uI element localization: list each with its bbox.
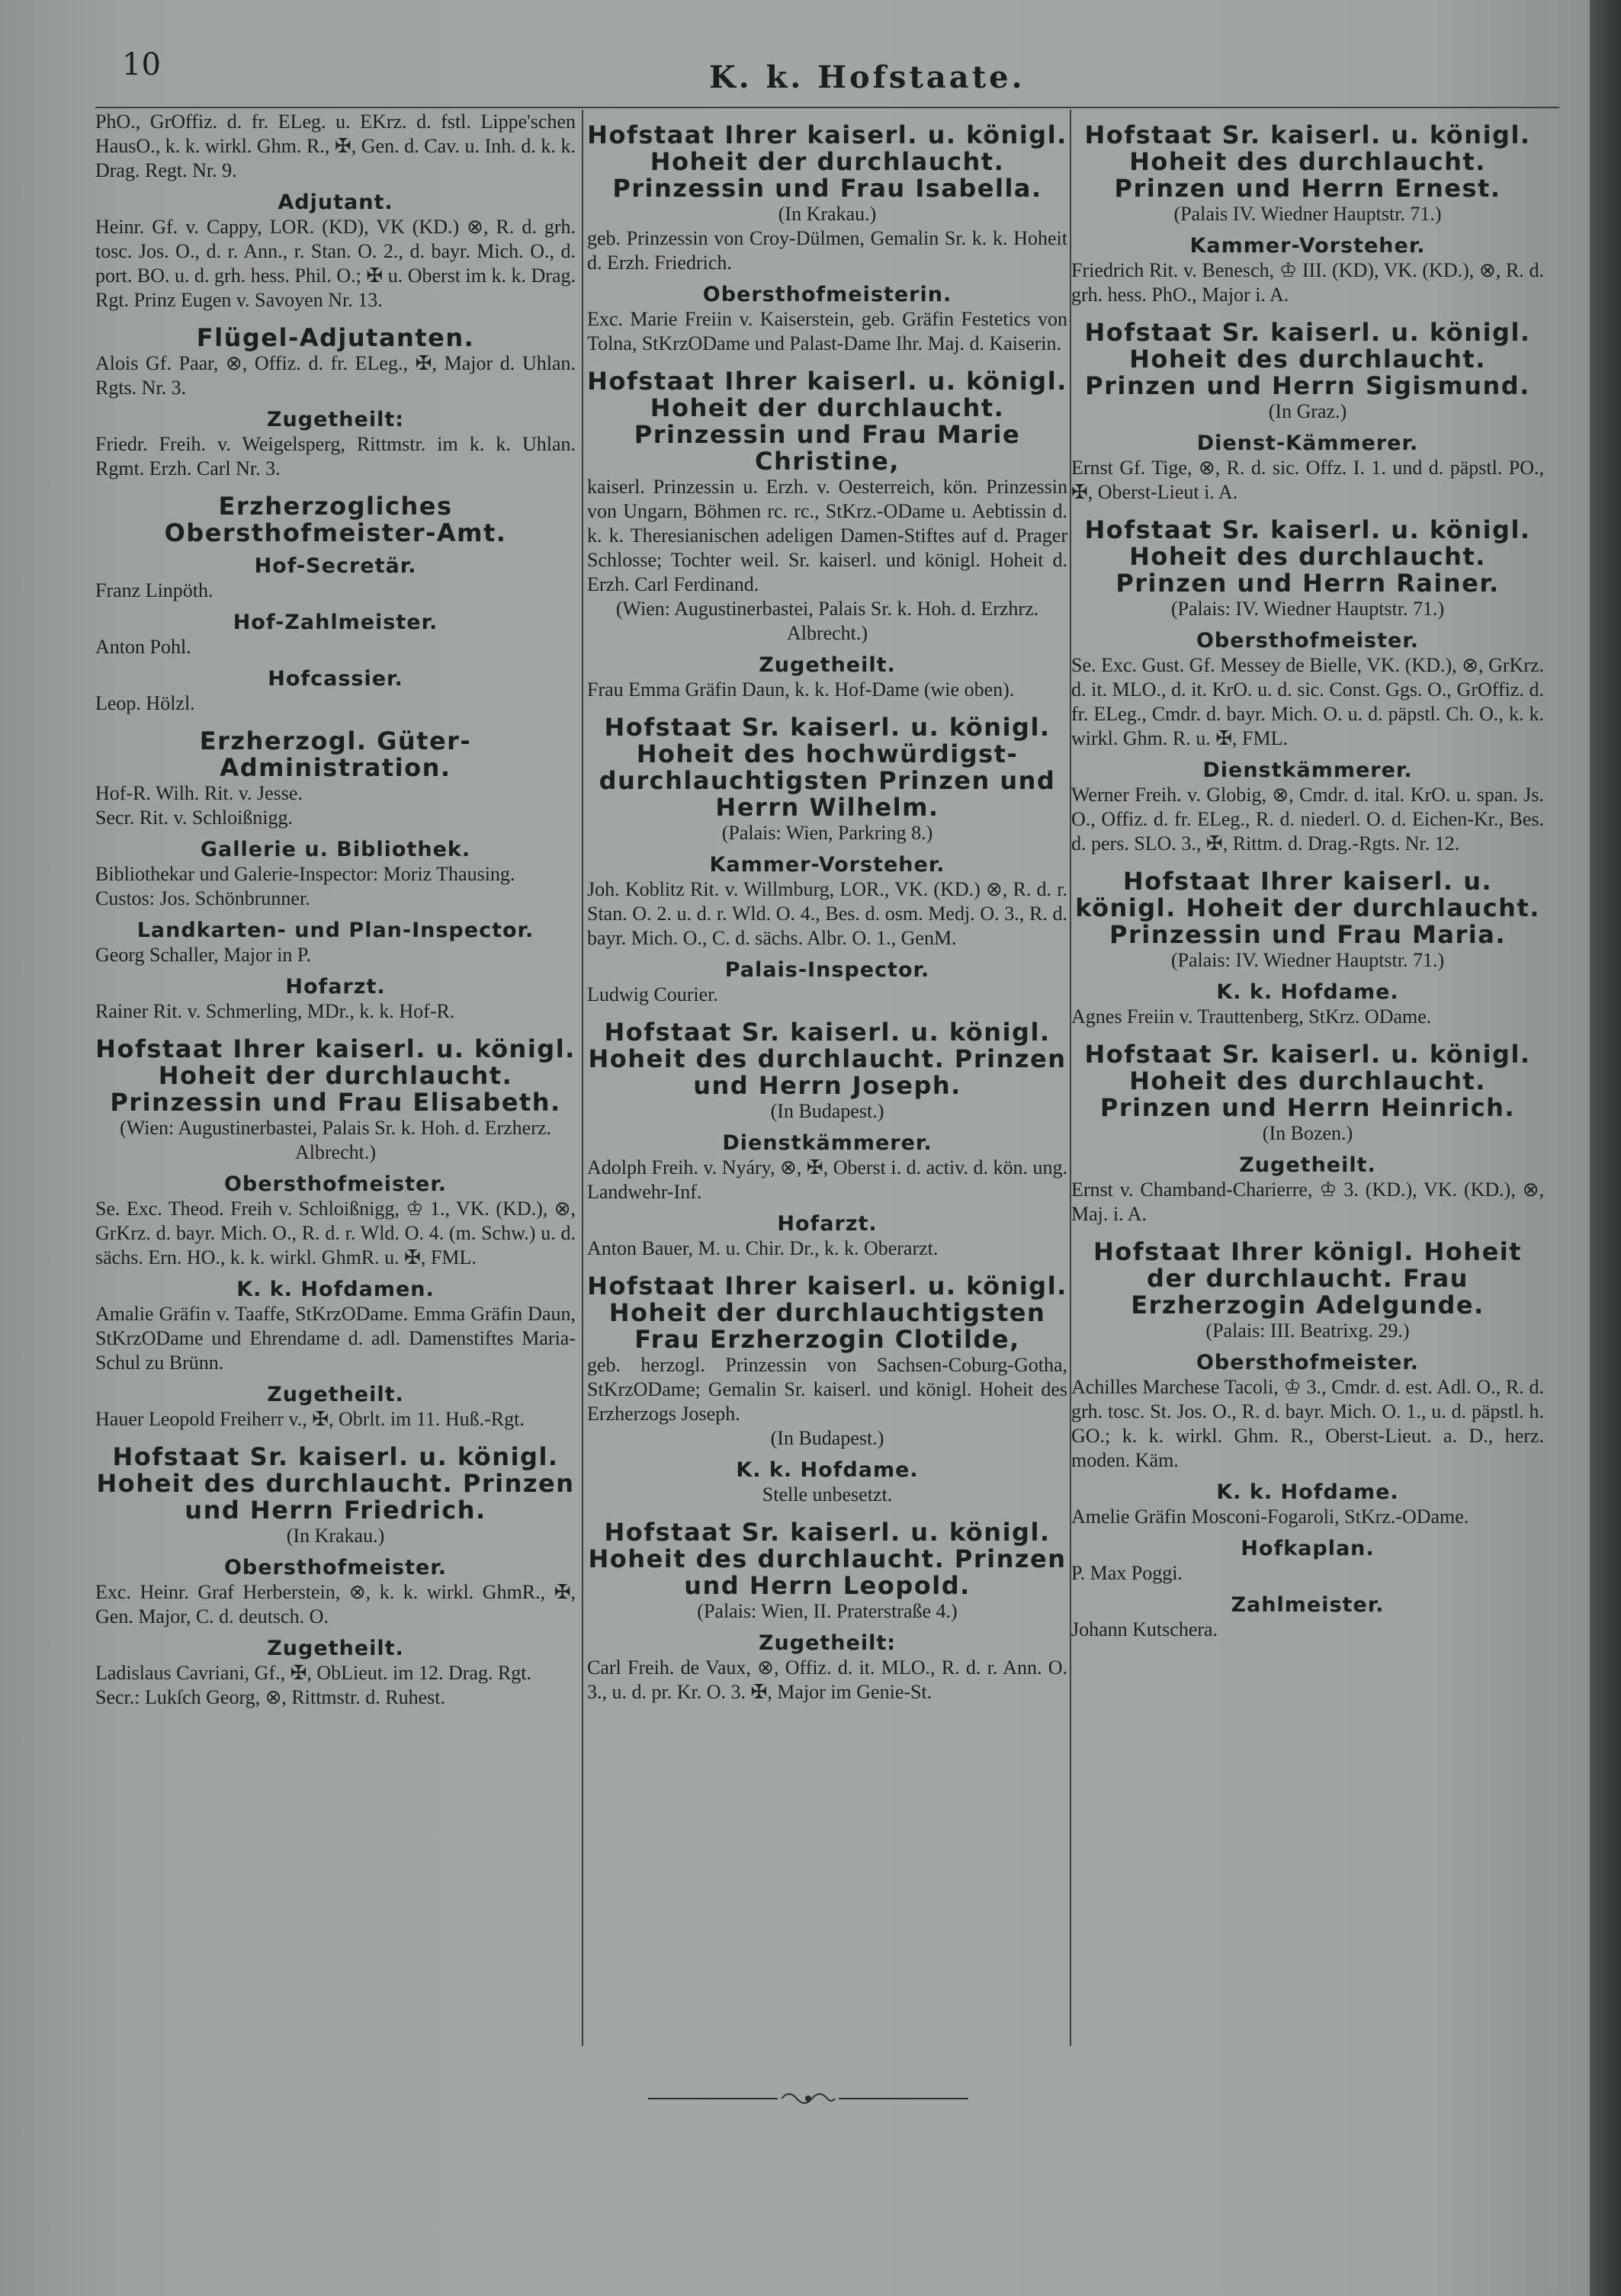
entry-text: Exc. Marie Freiin v. Kaiserstein, geb. Gräfin Festetics von Tolna, StKrzODame und Palast-Dame Ihr. Maj. d. Kaiserin. (587, 308, 1067, 354)
section-heading: Hofstaat Sr. kaiserl. u. königl. Hoheit des durchlaucht. Prinzen und Herrn Joseph. (588, 1018, 1067, 1100)
centered-note: (In Krakau.) (778, 203, 877, 225)
entry-text: Amelie Gräfin Mosconi-Fogaroli, StKrz.-ODame. (1071, 1506, 1469, 1528)
centered-note: (In Bozen.) (1262, 1122, 1353, 1144)
entry-text: Johann Kutschera. (1071, 1618, 1218, 1640)
entry-text: Franz Linpöth. (95, 579, 213, 601)
subheading: Palais-Inspector. (724, 958, 930, 982)
subheading: Hofcassier. (268, 667, 403, 691)
section-heading: Hofstaat Sr. kaiserl. u. königl. Hoheit des durchlaucht. Prinzen und Herrn Friedrich. (96, 1442, 575, 1525)
section-heading: Hofstaat Sr. kaiserl. u. königl. Hoheit des hochwürdigst-durchlauchtigsten Prinzen und Herrn Wilhelm. (599, 713, 1056, 822)
entry-text: Se. Exc. Theod. Freih v. Schloißnigg, ♔ 1., VK. (KD.), ⊗, GrKrz. d. bayr. Mich. O., R. d. r. Wld. O. 4. (m. Schw.) u. d. sächs. Ern. HO., k. k. wirkl. GhmR. u. ✠, FML. (95, 1198, 576, 1268)
section-heading: Erzherzogliches Obersthofmeister-Amt. (164, 492, 507, 547)
entry-text: Carl Freih. de Vaux, ⊗, Offiz. d. it. MLO., R. d. r. Ann. O. 3., u. d. pr. Kr. O. 3. ✠, Major im Genie-St. (587, 1656, 1067, 1703)
entry-text: Secr.: Lukſch Georg, ⊗, Rittmstr. d. Ruhest. (95, 1686, 445, 1708)
subheading: Gallerie u. Bibliothek. (200, 838, 471, 861)
centered-note: (Wien: Augustinerbastei, Palais Sr. k. Hoh. d. Erzherz. Albrecht.) (120, 1117, 551, 1163)
subheading: Zugetheilt. (1239, 1153, 1376, 1177)
centered-note: (In Budapest.) (770, 1427, 884, 1449)
entry-text: Anton Bauer, M. u. Chir. Dr., k. k. Oberarzt. (587, 1237, 939, 1259)
centered-note: (Palais: IV. Wiedner Hauptstr. 71.) (1170, 598, 1445, 620)
entry-text: P. Max Poggi. (1071, 1562, 1183, 1584)
centered-note: (Palais: IV. Wiedner Hauptstr. 71.) (1170, 949, 1445, 971)
entry-text: Werner Freih. v. Globig, ⊗, Cmdr. d. ital. KrO. u. span. Js. O., Offiz. d. fr. ELeg., R. d. niederl. O. d. Eichen-Kr., Bes. d. pers. SLO. 3., ✠, Rittm. d. Drag.-Rgts. Nr. 12. (1071, 784, 1544, 855)
subheading: K. k. Hofdame. (1216, 1480, 1399, 1504)
subheading: Dienst-Kämmerer. (1196, 431, 1419, 455)
subheading: Hof-Secretär. (254, 554, 417, 578)
section-heading: Hofstaat Sr. kaiserl. u. königl. Hoheit des durchlaucht. Prinzen und Herrn Heinrich. (1084, 1040, 1531, 1122)
entry-text: Ladislaus Cavriani, Gf., ✠, ObLieut. im 12. Drag. Rgt. (95, 1662, 532, 1684)
subheading: Hofarzt. (777, 1212, 878, 1236)
subheading: Obersthofmeister. (223, 1556, 448, 1579)
entry-text: Custos: Jos. Schönbrunner. (95, 887, 310, 909)
centered-note: (In Budapest.) (770, 1100, 884, 1122)
column-2 (587, 110, 1067, 2044)
column-1 (95, 110, 576, 2044)
subheading: Zugetheilt. (267, 1637, 404, 1660)
running-head: K. k. Hofstaate. (709, 59, 1026, 95)
entry-text: Anton Pohl. (95, 636, 191, 658)
subheading: Obersthofmeisterin. (702, 283, 952, 306)
entry-text: Adolph Freih. v. Nyáry, ⊗, ✠, Oberst i. d. activ. d. kön. ung. Landwehr-Inf. (587, 1156, 1067, 1203)
centered-note: (Wien: Augustinerbastei, Palais Sr. k. Hoh. d. Erzhrz. Albrecht.) (615, 598, 1039, 644)
header-rule (95, 107, 1559, 108)
entry-text: Se. Exc. Gust. Gf. Messey de Bielle, VK. (KD.), ⊗, GrKrz. d. it. MLO., d. it. KrO. u. d. sic. Const. Ggs. O., GrOffiz. d. fr. ELeg., Cmdr. d. bayr. Mich. O. u. d. päpstl. Ch. O., k. k. wirkl. Ghm. R. u. ✠, FML. (1071, 654, 1544, 749)
entry-text: Alois Gf. Paar, ⊗, Offiz. d. fr. ELeg., ✠, Major d. Uhlan. Rgts. Nr. 3. (95, 352, 576, 399)
centered-note: (Palais: Wien, Parkring 8.) (721, 822, 933, 844)
subheading: Zahlmeister. (1231, 1593, 1385, 1617)
subheading: Zugetheilt. (267, 1383, 404, 1406)
section-heading: Hofstaat Sr. kaiserl. u. königl. Hoheit des durchlaucht. Prinzen und Herrn Sigismund. (1084, 318, 1531, 400)
subheading: Zugetheilt: (758, 1631, 897, 1655)
entry-text: Bibliothekar und Galerie-Inspector: Moriz Thausing. (95, 863, 515, 885)
entry-text: Achilles Marchese Tacoli, ♔ 3., Cmdr. d. est. Adl. O., R. d. grh. tosc. St. Jos. O., R. d. bayr. Mich. O. 1., u. d. päpstl. h. GO.; k. k. wirkl. Ghm. R., Oberst-Lieut. a. D., herz. moden. Käm. (1071, 1376, 1544, 1471)
subheading: K. k. Hofdamen. (236, 1278, 435, 1301)
entry-text: Leop. Hölzl. (95, 692, 195, 714)
entry-text: PhO., GrOffiz. d. fr. ELeg. u. EKrz. d. fstl. Lippe'schen HausO., k. k. wirkl. Ghm. R., ✠, Gen. d. Cav. u. Inh. d. k. k. Drag. Regt. Nr. 9. (95, 111, 576, 181)
entry-text: Joh. Koblitz Rit. v. Willmburg, LOR., VK. (KD.) ⊗, R. d. r. Stan. O. 2. u. d. r. Wld. O. 4., Bes. d. osm. Medj. O. 3., R. d. bayr. Mich. O., C. d. sächs. Albr. O. 1., GenM. (587, 878, 1067, 949)
subheading: K. k. Hofdame. (1216, 980, 1399, 1004)
entry-text: Friedrich Rit. v. Benesch, ♔ III. (KD), VK. (KD.), ⊗, R. d. grh. hess. PhO., Major i. A. (1071, 259, 1544, 306)
entry-text: Heinr. Gf. v. Cappy, LOR. (KD), VK (KD.) ⊗, R. d. grh. tosc. Jos. O., d. r. Ann., r. Stan. O. 2., d. bayr. Mich. O., d. port. BO. u. d. grh. hess. Phil. O.; ✠ u. Oberst im k. k. Drag. Rgt. Prinz Eugen v. Savoyen Nr. 13. (95, 216, 576, 311)
subheading: Hof-Zahlmeister. (233, 611, 438, 634)
section-heading: Hofstaat Sr. kaiserl. u. königl. Hoheit des durchlaucht. Prinzen und Herrn Ernest. (1084, 120, 1531, 203)
subheading: K. k. Hofdame. (736, 1458, 919, 1482)
entry-text: Rainer Rit. v. Schmerling, MDr., k. k. Hof-R. (95, 1000, 455, 1022)
entry-text: kaiserl. Prinzessin u. Erzh. v. Oesterreich, kön. Prinzessin von Ungarn, Böhmen rc. rc., StKrz.-ODame u. Aebtissin d. k. k. Theresianischen adeligen Damen-Stiftes auf d. Prager Schlosse; Tochter weil. Sr. kaiserl. und königl. Hoheit d. Erzh. Carl Ferdinand. (587, 476, 1067, 595)
entry-text: Ernst v. Chamband-Charierre, ♔ 3. (KD.), VK. (KD.), ⊗, Maj. i. A. (1071, 1178, 1544, 1225)
centered-note: (Palais IV. Wiedner Hauptstr. 71.) (1173, 203, 1442, 225)
column-3 (1071, 110, 1544, 2044)
centered-note: (In Graz.) (1268, 400, 1347, 422)
section-heading: Flügel-Adjutanten. (196, 323, 475, 352)
entry-text: Secr. Rit. v. Schloißnigg. (95, 806, 294, 829)
entry-text: Frau Emma Gräfin Daun, k. k. Hof-Dame (wie oben). (587, 678, 1015, 701)
subheading: Obersthofmeister. (1196, 1351, 1420, 1374)
section-heading: Hofstaat Ihrer kaiserl. u. königl. Hoheit der durchlaucht. Prinzessin und Frau Marie Christine, (587, 367, 1067, 476)
entry-text: Ernst Gf. Tige, ⊗, R. d. sic. Offz. I. 1. und d. päpstl. PO., ✠, Oberst-Lieut i. A. (1071, 457, 1544, 503)
centered-note: Stelle unbesetzt. (762, 1483, 893, 1506)
centered-note: (In Krakau.) (286, 1525, 385, 1547)
entry-text: Hof-R. Wilh. Rit. v. Jesse. (95, 782, 303, 804)
subheading: Dienstkämmerer. (722, 1131, 932, 1155)
section-heading: Hofstaat Ihrer kaiserl. u. königl. Hoheit der durchlaucht. Prinzessin und Frau Elisabeth. (95, 1034, 576, 1117)
entry-text: Hauer Leopold Freiherr v., ✠, Obrlt. im 11. Huß.-Rgt. (95, 1408, 525, 1430)
subheading: Zugetheilt. (759, 653, 896, 677)
entry-text: geb. herzogl. Prinzessin von Sachsen-Coburg-Gotha, StKrzODame; Gemalin Sr. kaiserl. und königl. Hoheit des Erzherzogs Joseph. (587, 1354, 1067, 1425)
section-heading: Hofstaat Ihrer königl. Hoheit der durchlaucht. Frau Erzherzogin Adelgunde. (1093, 1237, 1523, 1320)
subheading: Landkarten- und Plan-Inspector. (136, 919, 534, 942)
column-divider (582, 110, 583, 2046)
entry-text: Georg Schaller, Major in P. (95, 944, 311, 966)
subheading: Hofarzt. (285, 975, 386, 999)
centered-note: (Palais: Wien, II. Praterstraße 4.) (697, 1600, 958, 1622)
subheading: Hofkaplan. (1241, 1537, 1375, 1560)
subheading: Kammer-Vorsteher. (709, 853, 945, 877)
entry-text: Exc. Heinr. Graf Herberstein, ⊗, k. k. wirkl. GhmR., ✠, Gen. Major, C. d. deutsch. O. (95, 1581, 576, 1627)
subheading: Zugetheilt: (266, 408, 405, 431)
section-heading: Erzherzogl. Güter-Administration. (199, 726, 472, 782)
section-heading: Hofstaat Ihrer kaiserl. u. königl. Hoheit der durchlauchtigsten Frau Erzherzogin Clotilde, (587, 1271, 1067, 1354)
book-edge (1590, 0, 1621, 2296)
centered-note: (Palais: III. Beatrixg. 29.) (1205, 1320, 1410, 1342)
entry-text: geb. Prinzessin von Croy-Dülmen, Gemalin Sr. k. k. Hoheit d. Erzh. Friedrich. (587, 227, 1067, 274)
subheading: Obersthofmeister. (1196, 629, 1420, 653)
entry-text: Amalie Gräfin v. Taaffe, StKrzODame. Emma Gräfin Daun, StKrzODame und Ehrendame d. adl. Damenstiftes Maria-Schul zu Brünn. (95, 1303, 576, 1374)
entry-text: Friedr. Freih. v. Weigelsperg, Rittmstr. im k. k. Uhlan. Rgmt. Erzh. Carl Nr. 3. (95, 433, 576, 479)
section-heading: Hofstaat Sr. kaiserl. u. königl. Hoheit des durchlaucht. Prinzen und Herrn Rainer. (1084, 515, 1531, 598)
subheading: Obersthofmeister. (223, 1172, 448, 1196)
entry-text: Agnes Freiin v. Trauttenberg, StKrz. ODame. (1071, 1005, 1432, 1028)
section-heading: Hofstaat Ihrer kaiserl. u. königl. Hoheit der durchlaucht. Prinzessin und Frau Maria. (1075, 867, 1540, 949)
subheading: Dienstkämmerer. (1202, 758, 1413, 782)
entry-text: Ludwig Courier. (587, 983, 718, 1005)
end-ornament (648, 2087, 968, 2110)
subheading: Adjutant. (278, 191, 393, 214)
section-heading: Hofstaat Sr. kaiserl. u. königl. Hoheit des durchlaucht. Prinzen und Herrn Leopold. (588, 1518, 1067, 1600)
section-heading: Hofstaat Ihrer kaiserl. u. königl. Hoheit der durchlaucht. Prinzessin und Frau Isabella. (587, 120, 1067, 203)
subheading: Kammer-Vorsteher. (1189, 234, 1426, 258)
page-number: 10 (122, 47, 161, 82)
